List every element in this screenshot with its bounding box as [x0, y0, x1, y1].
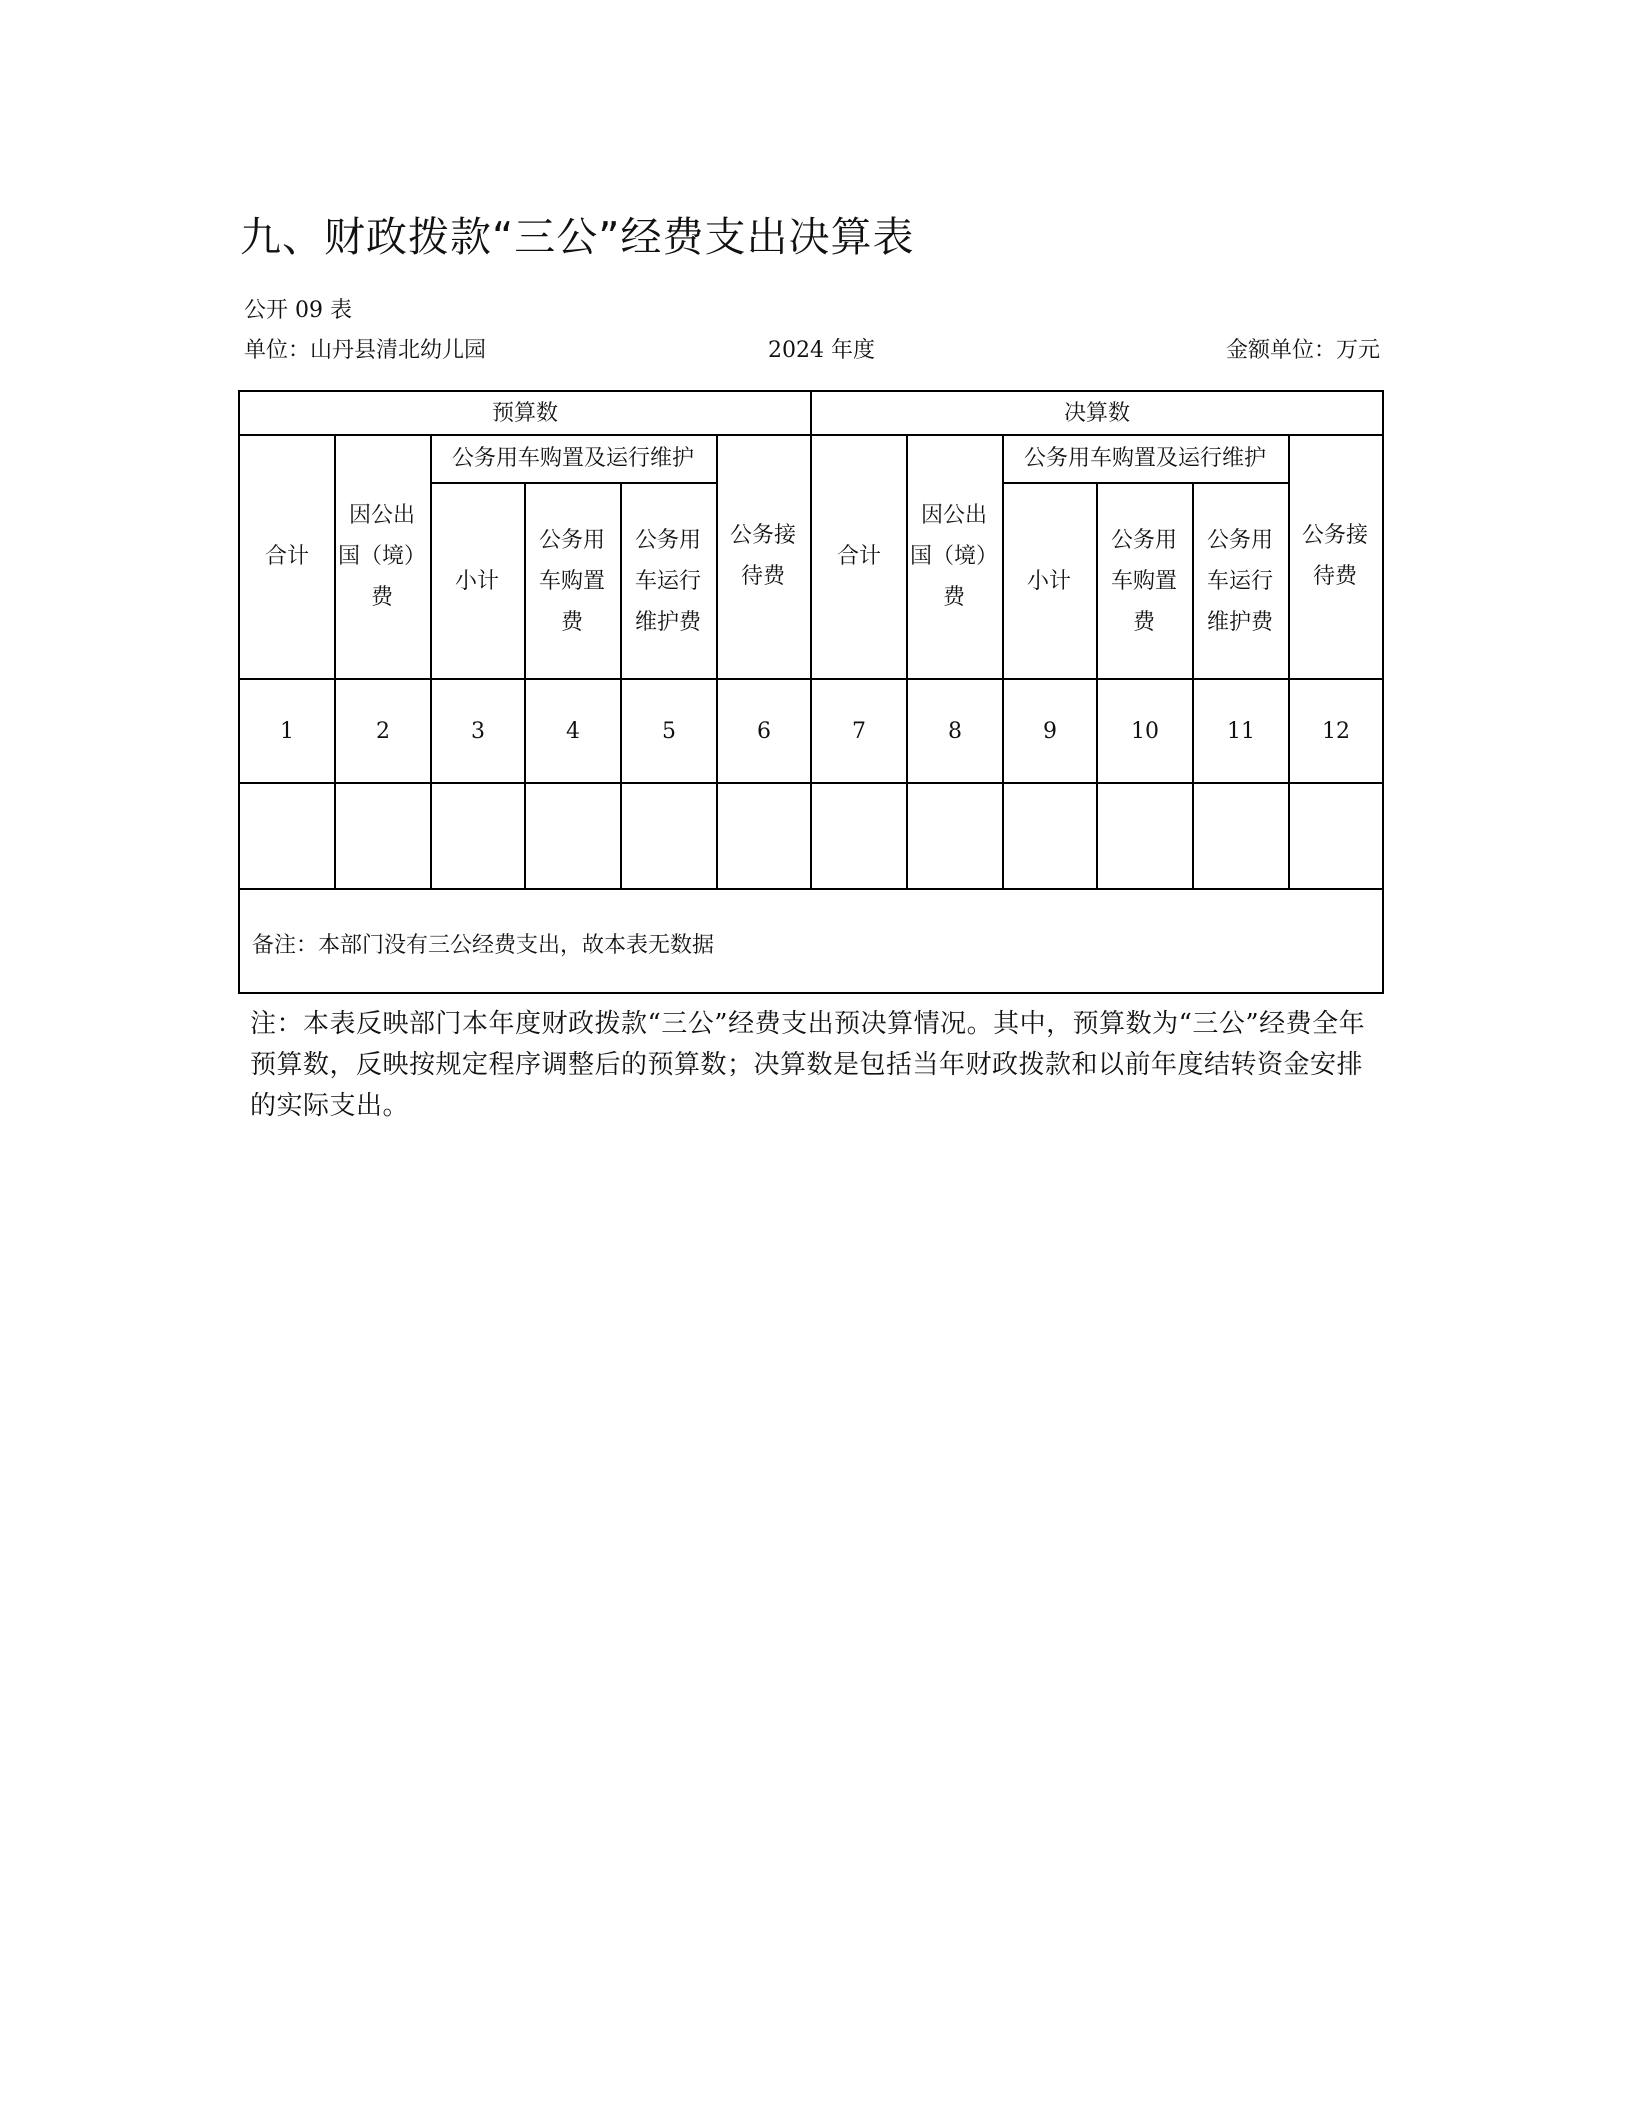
header-line: 车购置 — [1110, 568, 1177, 594]
budget-travel-header — [334, 434, 430, 678]
column-number: 10 — [1131, 718, 1159, 744]
data-cell — [526, 784, 620, 888]
data-cell — [718, 784, 810, 888]
budget-purchase-header — [524, 484, 620, 678]
data-cell — [336, 784, 430, 888]
column-number: 4 — [566, 718, 580, 744]
header-line: 车运行 — [1206, 568, 1273, 594]
header-line: 待费 — [1312, 564, 1357, 589]
page-title: 九、财政拨款“三公”经费支出决算表 — [240, 213, 915, 261]
data-cell — [622, 784, 716, 888]
column-number: 12 — [1322, 718, 1350, 744]
header-line: 费 — [942, 584, 965, 610]
header-line: 车运行 — [634, 568, 701, 594]
header-line: 维护费 — [634, 609, 701, 635]
header-line: 费 — [370, 584, 393, 610]
budget-group-header: 预算数 — [491, 400, 558, 426]
header-line: 车购置 — [538, 568, 605, 594]
header-line: 公务用 — [1206, 527, 1273, 553]
currency-unit: 金额单位：万元 — [1225, 338, 1380, 363]
final-subtotal-header: 小计 — [1026, 568, 1071, 594]
final-vehicle-group-header: 公务用车购置及运行维护 — [1023, 445, 1266, 471]
data-cell — [908, 784, 1002, 888]
header-line: 费 — [560, 609, 583, 635]
header-line: 公务接 — [1301, 523, 1368, 548]
column-number: 8 — [948, 718, 962, 744]
footnote: 注：本表反映部门本年度财政拨款“三公”经费支出预决算情况。其中，预算数为“三公”经费全年预算数，反映按规定程序调整后的预算数；决算数是包括当年财政拨款和以前年度结转资金安排的实际支出。 — [250, 1009, 1366, 1121]
fiscal-year: 2024 年度 — [768, 338, 875, 363]
final-total-header: 合计 — [836, 543, 881, 569]
budget-subtotal-header: 小计 — [454, 568, 499, 594]
final-reception-header — [1288, 434, 1382, 678]
data-cell — [1098, 784, 1192, 888]
header-line: 公务用 — [538, 527, 605, 553]
final-maintenance-header — [1192, 484, 1288, 678]
header-line: 国（境） — [338, 543, 427, 569]
data-cell — [812, 784, 906, 888]
header-line: 费 — [1132, 609, 1155, 635]
data-cell — [432, 784, 524, 888]
data-cell — [1194, 784, 1288, 888]
final-group-header: 决算数 — [1063, 400, 1130, 426]
column-number: 3 — [471, 718, 485, 744]
final-purchase-header — [1096, 484, 1192, 678]
column-number: 2 — [376, 718, 390, 744]
expenditure-table — [238, 390, 1384, 994]
data-cell — [1004, 784, 1096, 888]
column-number: 7 — [852, 718, 866, 744]
budget-vehicle-group-header: 公务用车购置及运行维护 — [451, 445, 694, 471]
table-remark: 备注：本部门没有三公经费支出，故本表无数据 — [252, 932, 715, 958]
header-line: 国（境） — [910, 543, 999, 569]
table-code: 公开 09 表 — [244, 298, 352, 323]
header-line: 公务接 — [729, 523, 796, 548]
data-cell — [1290, 784, 1382, 888]
header-line: 维护费 — [1206, 609, 1273, 635]
header-line: 公务用 — [634, 527, 701, 553]
budget-total-header: 合计 — [264, 543, 309, 569]
column-number: 9 — [1043, 718, 1057, 744]
data-cell — [240, 784, 334, 888]
header-line: 待费 — [740, 564, 785, 589]
header-line: 公务用 — [1110, 527, 1177, 553]
header-line: 因公出 — [920, 502, 987, 528]
final-travel-header — [906, 434, 1002, 678]
column-number: 1 — [280, 718, 294, 744]
column-number: 5 — [662, 718, 676, 744]
column-number: 6 — [757, 718, 771, 744]
table-rule — [240, 888, 1382, 890]
column-number: 11 — [1227, 718, 1255, 744]
budget-maintenance-header — [620, 484, 716, 678]
header-line: 因公出 — [348, 502, 415, 528]
reporting-unit: 单位：山丹县清北幼儿园 — [244, 338, 487, 363]
budget-reception-header — [716, 434, 810, 678]
